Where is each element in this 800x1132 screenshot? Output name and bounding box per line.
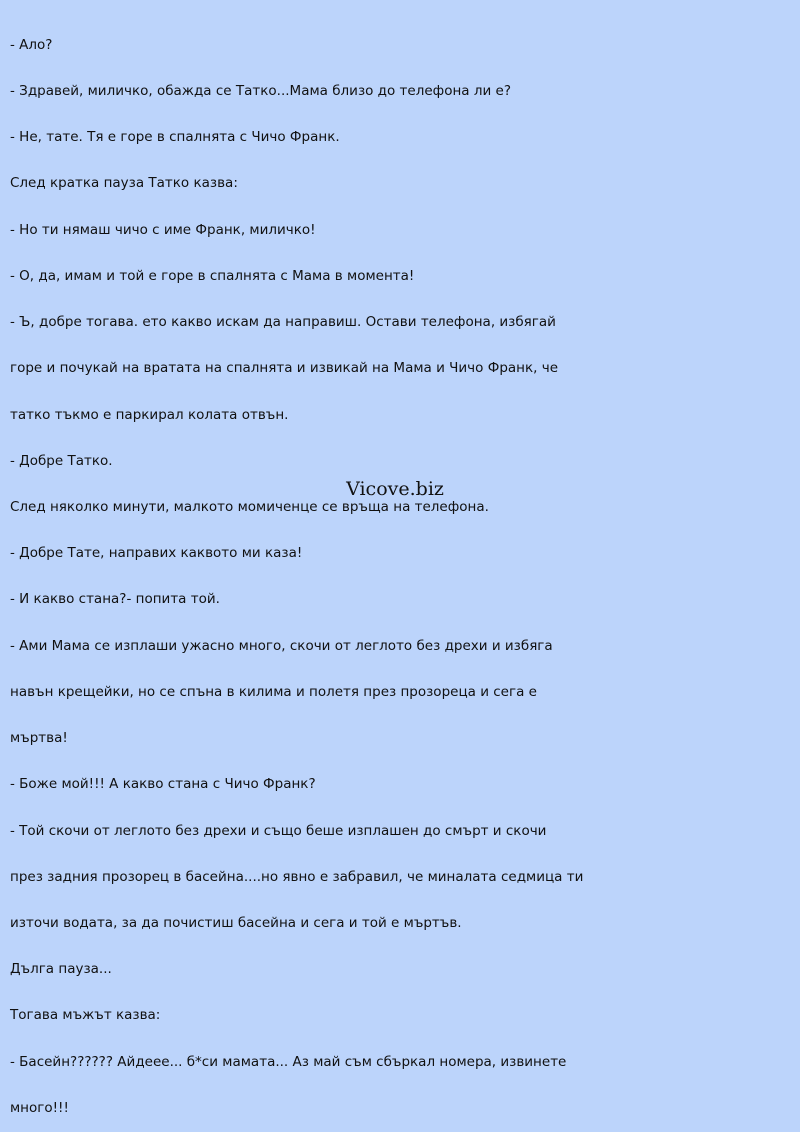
joke-text bbox=[10, 7, 790, 1132]
joke-line: мъртва! bbox=[10, 730, 68, 747]
joke-line: Дълга пауза... bbox=[10, 961, 112, 978]
joke-line: горе и почукай на вратата на спалнята и извикай на Мама и Чичо Франк, че bbox=[10, 360, 559, 377]
joke-line: След кратка пауза Татко казва: bbox=[10, 175, 238, 192]
joke-line: - И какво стана?- попита той. bbox=[10, 591, 220, 608]
joke-line: много!!! bbox=[10, 1099, 69, 1116]
joke-line: - Ъ, добре тогава. ето какво искам да направиш. Остави телефона, избягай bbox=[10, 314, 556, 331]
joke-line: Тогава мъжът казва: bbox=[10, 1007, 161, 1024]
joke-line: - Здравей, миличко, обажда се Татко...Мама близо до телефона ли е? bbox=[10, 83, 512, 100]
joke-line: - Той скочи от леглото без дрехи и също беше изплашен до смърт и скочи bbox=[10, 822, 547, 839]
site-brand: Vicove.biz bbox=[346, 478, 444, 500]
joke-line: източи водата, за да почистиш басейна и сега и той е мъртъв. bbox=[10, 914, 462, 931]
joke-line: - Басейн?????? Айдеее... б*си мамата... Аз май съм сбъркал номера, извинете bbox=[10, 1053, 567, 1070]
joke-line: - Ами Мама се изплаши ужасно много, скочи от леглото без дрехи и избяга bbox=[10, 637, 553, 654]
joke-line: - Добре Татко. bbox=[10, 452, 113, 469]
joke-line: навън крещейки, но се спъна в килима и полетя през прозореца и сега е bbox=[10, 683, 537, 700]
joke-line: - О, да, имам и той е горе в спалнята с Мама в момента! bbox=[10, 267, 415, 284]
joke-line: След няколко минути, малкото момиченце се връща на телефона. bbox=[10, 499, 489, 515]
joke-line: - Ало? bbox=[10, 36, 53, 53]
joke-line: - Добре Тате, направих каквото ми каза! bbox=[10, 545, 303, 562]
joke-line: - Но ти нямаш чичо с име Франк, миличко! bbox=[10, 221, 316, 238]
joke-line: - Не, тате. Тя е горе в спалнята с Чичо Франк. bbox=[10, 129, 340, 146]
joke-line: през задния прозорец в басейна....но явно е забравил, че миналата седмица ти bbox=[10, 868, 584, 885]
joke-line: - Боже мой!!! А какво стана с Чичо Франк? bbox=[10, 776, 316, 793]
joke-line: татко тъкмо е паркирал колата отвън. bbox=[10, 406, 289, 423]
